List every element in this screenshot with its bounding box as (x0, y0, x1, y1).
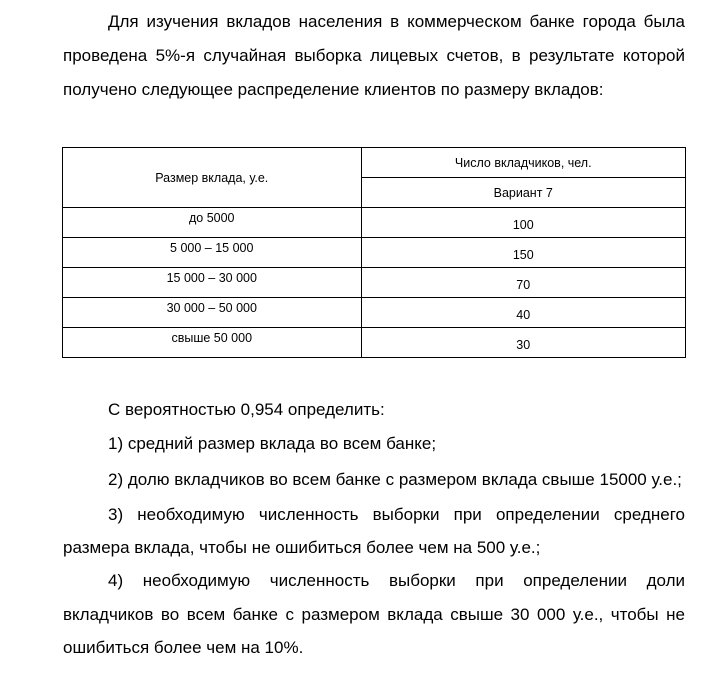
deposit-range: свыше 50 000 (171, 330, 253, 345)
header-depositor-count: Число вкладчиков, чел. (361, 148, 686, 178)
header-deposit-size: Размер вклада, у.е. (63, 148, 362, 208)
deposit-range: 30 000 – 50 000 (166, 300, 257, 315)
depositor-count: 100 (512, 217, 534, 232)
depositor-count: 70 (516, 277, 531, 292)
table-row (63, 238, 686, 268)
task-item-4-line-3: ошибиться более чем на 10%. (63, 638, 304, 657)
intro-line-3: получено следующее распределение клиентов по размеру вкладов: (63, 80, 604, 99)
task-lead: С вероятностью 0,954 определить: (108, 400, 385, 419)
deposit-range: до 5000 (188, 210, 235, 225)
task-item-4-line-2: вкладчиков во всем банке с размером вклада свыше 30 000 у.е., чтобы не (63, 605, 685, 624)
table-row (63, 328, 686, 358)
deposit-range: 15 000 – 30 000 (166, 270, 257, 285)
task-item-3-line-1: 3) необходимую численность выборки при определении среднего (108, 505, 685, 524)
depositor-count: 30 (516, 337, 531, 352)
intro-line-2: проведена 5%-я случайная выборка лицевых счетов, в результате которой (63, 46, 685, 65)
table-row (63, 268, 686, 298)
task-item-2: 2) долю вкладчиков во всем банке с размером вклада свыше 15000 у.е.; (108, 470, 682, 489)
task-item-4-line-1: 4) необходимую численность выборки при определении доли (108, 571, 685, 590)
table-row (63, 298, 686, 328)
task-item-1: 1) средний размер вклада во всем банке; (108, 434, 437, 453)
depositor-count: 40 (516, 307, 531, 322)
task-item-3-line-2: размера вклада, чтобы не ошибиться более чем на 500 у.е.; (63, 538, 541, 557)
intro-line-1: Для изучения вкладов населения в коммерческом банке города была (108, 12, 685, 31)
depositor-count: 150 (512, 247, 534, 262)
deposit-range: 5 000 – 15 000 (170, 240, 254, 255)
table-row (63, 208, 686, 238)
deposit-distribution-table (62, 147, 686, 358)
header-variant: Вариант 7 (361, 178, 686, 208)
